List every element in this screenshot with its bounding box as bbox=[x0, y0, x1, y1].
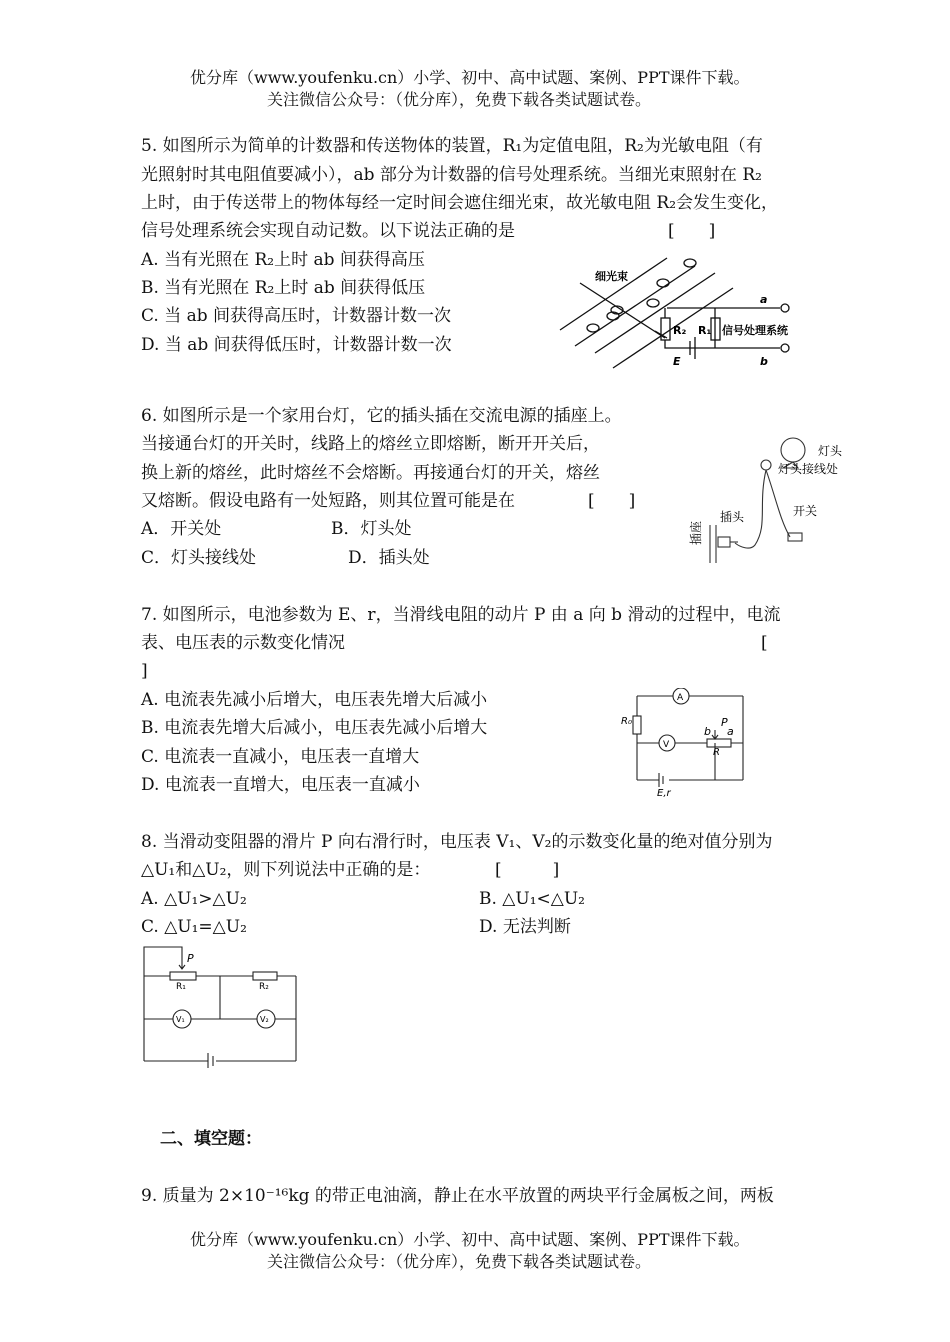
q8-fig-label-v2: V₂ bbox=[260, 1015, 269, 1024]
q7-stem-line-1: 7. 如图所示，电池参数为 E、r，当滑线电阻的动片 P 由 a 向 b 滑动的过程中，电流 bbox=[141, 605, 781, 625]
q9-stem-line-1: 9. 质量为 2×10⁻¹⁶kg 的带正电油滴，静止在水平放置的两块平行金属板之间，两板 bbox=[141, 1186, 774, 1206]
q5-fig-label-beam: 细光束 bbox=[595, 270, 628, 283]
q5-stem-line-3: 上时，由于传送带上的物体每经一定时间会遮住细光束，故光敏电阻 R₂会发生变化， bbox=[141, 193, 779, 213]
q5-fig-label-a: a bbox=[760, 293, 768, 306]
q7-fig-label-p: P bbox=[721, 716, 728, 729]
header-line-2: 关注微信公众号：（优分库），免费下载各类试题试卷。 bbox=[267, 90, 652, 109]
q7-fig-label-er: E,r bbox=[657, 788, 671, 799]
q8-fig-label-r1: R₁ bbox=[176, 982, 186, 992]
q6-fig-label-switch: 开关 bbox=[793, 504, 818, 518]
q7-option-a: A. 电流表先减小后增大，电压表先增大后减小 bbox=[141, 690, 488, 710]
q5-stem-line-4: 信号处理系统会实现自动记数。以下说法正确的是 bbox=[141, 221, 515, 241]
q6-fig-label-socket: 插座 bbox=[689, 520, 703, 545]
q7-stem-line-2: 表、电压表的示数变化情况 bbox=[141, 633, 345, 653]
q6-option-b: B．灯头处 bbox=[331, 519, 412, 539]
q5-answer-bracket: [ ] bbox=[668, 221, 716, 241]
q6-answer-bracket: [ ] bbox=[588, 491, 636, 511]
q5-option-d: D. 当 ab 间获得低压时，计数器计数一次 bbox=[141, 335, 452, 355]
header-line-1: 优分库（www.youfenku.cn）小学、初中、高中试题、案例、PPT课件下载。 bbox=[190, 68, 750, 87]
q5-fig-label-r2: R₂ bbox=[673, 324, 687, 337]
q6-fig-label-lamp: 灯头 bbox=[818, 444, 843, 458]
q6-stem-line-4: 又熔断。假设电路有一处短路，则其位置可能是在 bbox=[141, 491, 515, 511]
q8-fig-label-v1: V₁ bbox=[176, 1015, 185, 1024]
q8-option-c: C. △U₁=△U₂ bbox=[141, 917, 247, 937]
q8-option-d: D. 无法判断 bbox=[479, 917, 571, 937]
q5-option-b: B. 当有光照在 R₂上时 ab 间获得低压 bbox=[141, 278, 426, 298]
q6-stem-line-3: 换上新的熔丝，此时熔丝不会熔断。再接通台灯的开关，熔丝 bbox=[141, 463, 600, 483]
q7-option-b: B. 电流表先增大后减小，电压表先减小后增大 bbox=[141, 718, 488, 738]
footer-line-1: 优分库（www.youfenku.cn）小学、初中、高中试题、案例、PPT课件下载。 bbox=[190, 1230, 750, 1249]
q8-option-b: B. △U₁<△U₂ bbox=[479, 889, 585, 909]
q7-option-d: D. 电流表一直增大，电压表一直减小 bbox=[141, 775, 420, 795]
q5-option-c: C. 当 ab 间获得高压时，计数器计数一次 bbox=[141, 306, 452, 326]
q7-fig-label-r0: R₀ bbox=[621, 716, 632, 727]
q5-fig-label-system: 信号处理系统 bbox=[722, 324, 788, 337]
q6-stem-line-2: 当接通台灯的开关时，线路上的熔丝立即熔断，断开开关后， bbox=[141, 434, 600, 454]
q7-fig-label-r: R bbox=[713, 747, 720, 758]
q7-fig-label-a: a bbox=[727, 725, 734, 738]
q6-lamp-figure bbox=[680, 425, 855, 575]
q5-option-a: A. 当有光照在 R₂上时 ab 间获得高压 bbox=[141, 250, 425, 270]
section-fill-in-title: 二、填空题： bbox=[160, 1129, 262, 1149]
q8-fig-label-r2: R₂ bbox=[259, 982, 269, 992]
q5-fig-label-r1: R₁ bbox=[698, 324, 712, 337]
q6-option-a: A．开关处 bbox=[141, 519, 222, 539]
q8-stem-line-1: 8. 当滑动变阻器的滑片 P 向右滑行时，电压表 V₁、V₂的示数变化量的绝对值分别为 bbox=[141, 832, 773, 852]
q5-stem-line-1: 5. 如图所示为简单的计数器和传送物体的装置，R₁为定值电阻，R₂为光敏电阻（有 bbox=[141, 136, 763, 156]
q8-fig-label-p: P bbox=[187, 952, 194, 965]
q7-bracket-close: ] bbox=[141, 661, 148, 681]
q7-fig-label-ammeter: A bbox=[677, 693, 684, 703]
q7-option-c: C. 电流表一直减小，电压表一直增大 bbox=[141, 747, 420, 767]
q5-fig-label-b: b bbox=[760, 355, 768, 368]
q7-bracket-open: [ bbox=[761, 633, 768, 653]
q7-fig-label-voltmeter: V bbox=[663, 740, 670, 750]
q6-fig-label-plug: 插头 bbox=[720, 510, 745, 524]
q6-option-d: D．插头处 bbox=[348, 548, 430, 568]
q6-fig-label-wiring: 灯头接线处 bbox=[778, 462, 839, 476]
q8-answer-bracket: [ ] bbox=[495, 860, 560, 880]
q8-circuit-figure bbox=[138, 943, 303, 1068]
q8-stem-line-2: △U₁和△U₂，则下列说法中正确的是： bbox=[141, 860, 431, 880]
q5-stem-line-2: 光照射时其电阻值要减小），ab 部分为计数器的信号处理系统。当细光束照射在 R₂ bbox=[141, 165, 762, 185]
q7-fig-label-b: b bbox=[704, 725, 711, 738]
q5-fig-label-e: E bbox=[673, 355, 681, 368]
q6-option-c: C．灯头接线处 bbox=[141, 548, 257, 568]
q7-circuit-figure bbox=[615, 688, 755, 800]
q6-stem-line-1: 6. 如图所示是一个家用台灯，它的插头插在交流电源的插座上。 bbox=[141, 406, 622, 426]
q5-counter-figure bbox=[555, 248, 805, 378]
footer-line-2: 关注微信公众号：（优分库），免费下载各类试题试卷。 bbox=[267, 1252, 652, 1271]
q8-option-a: A. △U₁>△U₂ bbox=[141, 889, 247, 909]
